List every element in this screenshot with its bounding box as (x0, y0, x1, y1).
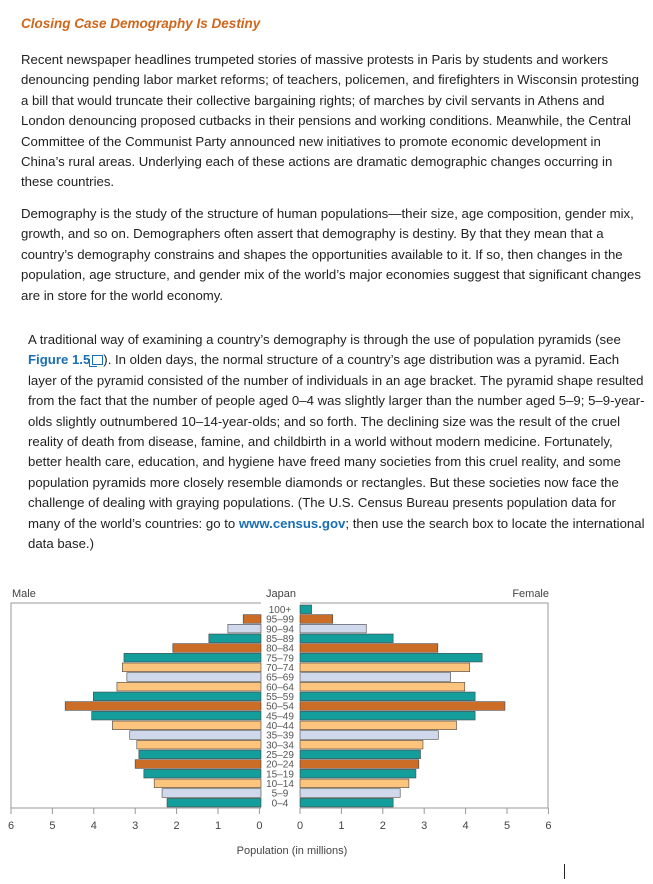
male-label: Male (12, 588, 36, 600)
popup-figure-icon[interactable] (92, 355, 103, 365)
female-bar (300, 653, 482, 662)
paragraph-3-text-c: ; then use the search box to locate the international data base.) (28, 515, 645, 552)
census-link[interactable]: www.census.gov (238, 515, 346, 531)
male-bar (130, 731, 261, 740)
female-bar (300, 731, 438, 740)
male-tick-label: 5 (49, 820, 56, 832)
age-group-label: 65–69 (266, 672, 294, 684)
paragraph-3-text-a: A traditional way of examining a country’s demography is through the use of population pyramids (see (28, 332, 621, 347)
female-bar (300, 624, 366, 633)
population-pyramid-chart (0, 580, 653, 870)
female-bar (300, 779, 409, 788)
female-bar (300, 702, 505, 711)
male-bar (112, 721, 261, 730)
male-bar (137, 740, 261, 749)
female-bar (300, 663, 470, 672)
female-bar (300, 769, 416, 778)
male-bar (228, 624, 261, 633)
section-title: Closing Case Demography Is Destiny (21, 16, 261, 31)
male-bar (139, 750, 261, 759)
female-bar (300, 789, 400, 798)
male-bar (124, 653, 261, 662)
female-label: Female (512, 588, 549, 600)
age-group-label: 40–44 (266, 721, 294, 733)
age-group-label: 70–74 (266, 663, 294, 675)
male-bar (162, 789, 261, 798)
male-bar (154, 779, 261, 788)
male-bar (92, 711, 261, 720)
female-tick-label: 5 (503, 820, 511, 832)
female-bar (300, 750, 420, 759)
paragraph-1: Recent newspaper headlines trumpeted stories of massive protests in Paris by students and workers denouncing pending labor market reforms; of teachers, policemen, and firefighters in Wisconsin protesting a bill that would truncate their collective bargaining rights; of marches by civil servants in Athens and London denouncing proposed cutbacks in their pensions and working conditions. Meanwhile, the Central Committee of the Communist Party announced new initiatives to promote economic development in China’s rural areas. Underlying each of these actions are dramatic demographic changes occurring in these countries. (21, 52, 639, 190)
age-group-label: 60–64 (266, 682, 294, 694)
chart-title: Japan (266, 588, 296, 600)
age-group-label: 5–9 (271, 788, 289, 800)
male-bar (93, 692, 261, 701)
male-tick-label: 4 (90, 820, 97, 832)
age-group-label: 20–24 (266, 759, 294, 771)
age-group-label: 10–14 (266, 779, 294, 791)
male-bar (243, 615, 261, 624)
paragraph-3-text-b: ). In olden days, the normal structure of a country’s age distribution was a pyramid. Each layer of the pyramid consisted of the number of individuals in an age bracket. The pyramid shape resulted from the fact that the number of people aged 0–4 was slightly larger than the number aged 5–9; 5–9-year-olds slightly outnumbered 10–14-year-olds; and so forth. The declining size was the result of the cruel reality of death from disease, famine, and childbirth in a world without modern medicine. Fortunately, better health care, education, and hygiene have freed many societies from this cruel reality, and some population pyramids more closely resemble diamonds or rectangles. But these societies now face the challenge of dealing with graying populations. (The U.S. Census Bureau presents population data for many of the world’s countries: go to (28, 352, 645, 531)
x-axis-label: Population (in millions) (236, 845, 348, 857)
age-group-label: 15–19 (266, 769, 294, 781)
male-bar (135, 760, 261, 769)
male-tick-label: 1 (214, 820, 222, 832)
male-bar (122, 663, 261, 672)
female-tick-label: 4 (462, 820, 469, 832)
male-bar (144, 769, 261, 778)
male-tick-label: 3 (132, 820, 139, 832)
male-bar (117, 682, 261, 691)
female-bar (300, 615, 333, 624)
female-bar (300, 644, 438, 653)
female-bar (300, 692, 475, 701)
paragraph-2: Demography is the study of the structure of human populations—their size, age composition, gender mix, growth, and so on. Demographers often assert that demography is destiny. By that they mean that a country’s demography constrains and shapes the opportunities available to it. If so, then changes in the population, age structure, and gender mix of the world’s major economies suggest that significant changes are in store for the world economy. (21, 206, 641, 303)
male-bar (127, 673, 261, 682)
male-tick-label: 0 (256, 820, 263, 832)
male-bar (65, 702, 261, 711)
paragraph-3 (28, 330, 646, 554)
figure-link-label: Figure 1.5 (28, 352, 91, 368)
female-bar (300, 634, 393, 643)
age-group-label: 85–89 (266, 634, 294, 646)
male-bar (173, 644, 261, 653)
age-group-label: 30–34 (266, 740, 294, 752)
female-bar (300, 682, 465, 691)
age-group-label: 55–59 (266, 692, 294, 704)
age-group-label: 95–99 (266, 614, 294, 626)
age-group-label: 35–39 (266, 730, 294, 742)
age-group-label: 50–54 (266, 701, 294, 713)
female-bar (300, 673, 451, 682)
female-tick-label: 6 (545, 820, 552, 832)
female-bar (300, 721, 456, 730)
age-group-label: 0–4 (271, 798, 289, 810)
male-tick-label: 2 (173, 820, 180, 832)
male-tick-label: 6 (7, 820, 15, 832)
female-bar (300, 798, 393, 807)
text-cursor (564, 864, 565, 879)
male-bar (167, 798, 261, 807)
age-group-label: 25–29 (266, 750, 294, 762)
age-group-label: 90–94 (266, 624, 294, 636)
female-tick-label: 1 (338, 820, 345, 832)
age-group-label: 45–49 (266, 711, 294, 723)
female-bar (300, 605, 312, 614)
figure-link[interactable] (28, 352, 103, 367)
female-bar (300, 711, 475, 720)
age-group-label: 100+ (268, 605, 292, 616)
male-bar (209, 634, 261, 643)
female-tick-label: 2 (379, 820, 386, 832)
female-tick-label: 0 (296, 820, 304, 832)
female-bar (300, 740, 423, 749)
age-group-label: 75–79 (266, 653, 294, 665)
female-tick-label: 3 (421, 820, 428, 832)
age-group-label: 80–84 (266, 643, 294, 655)
female-bar (300, 760, 419, 769)
